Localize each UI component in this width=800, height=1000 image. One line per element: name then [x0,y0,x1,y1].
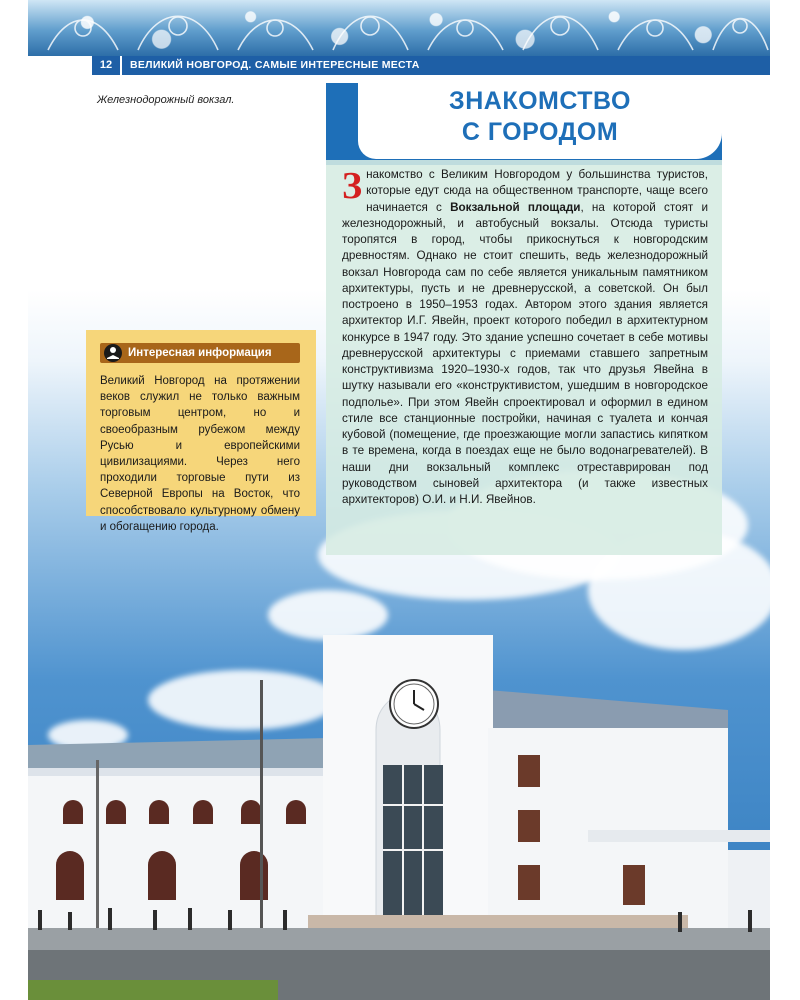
body-text-part1: накомство с Великим Новгородом у большинства туристов, которые едут сюда на общественном транспорте, чаще всего начинается с [366,168,708,214]
section-heading-line2: С ГОРОДОМ [461,118,619,146]
body-text-bold: Вокзальной площади [450,200,581,214]
info-title: Интересная информация [128,347,272,359]
page-number: 12 [92,56,122,75]
section-heading-line1: ЗНАКОМСТВО [449,87,631,115]
decorative-banner [28,0,770,56]
section-heading [358,86,722,148]
info-text: Великий Новгород на протяжении веков служил не только важным торговым центром, но и своеобразным рубежом между Русью и европейскими цивилизациями. Через него проходили торговые пути из Северной Европы на Восток, что способствовало культурному обмену и обогащению города. [100,375,300,533]
frost-pattern-icon [28,0,770,56]
drop-cap: З [342,165,363,207]
body-text-part2: , на которой стоят и железнодорожный, и автобусный вокзалы. Отсюда туристы торопятся в город, чтобы прикоснуться к новгородским древностям. Однако не стоит спешить, ведь железнодорожный вокзал Новгорода сам по себе является уникальным памятником архитектуры, пусть и не древнерусской, а советской. Он был построено в 1950–1953 годах. Автором этого здания является архитектор И.Г. Явейн, проект которого победил в архитектурном конкурсе в 1947 году. Это здание успешно сочетает в себе мотивы древнерусской архитектуры с приемами ставшего запретным конструктивизма 1920–1930-х годов, так что друзья Явейна в шутку называли его «конструктивистом, ушедшим в новгородское подполье». При этом Явейн спроектировал и оформил в едином стиле все станционные постройки, начиная с туалета и кончая кубовой (помещение, где проезжающие могли запастись кипятком в те времена, когда в поездах еще не было водонагревателей). В наши дни вокзальный комплекс отреставрирован под руководством сыновей архитектора (и также известных архитекторов) О.И. и Н.И. Явейнов. [342,200,708,506]
running-title: ВЕЛИКИЙ НОВГОРОД. САМЫЕ ИНТЕРЕСНЫЕ МЕСТА [130,59,420,71]
reading-person-icon [103,343,123,363]
photo-caption: Железнодорожный вокзал. [97,94,235,106]
section-body [342,167,708,508]
